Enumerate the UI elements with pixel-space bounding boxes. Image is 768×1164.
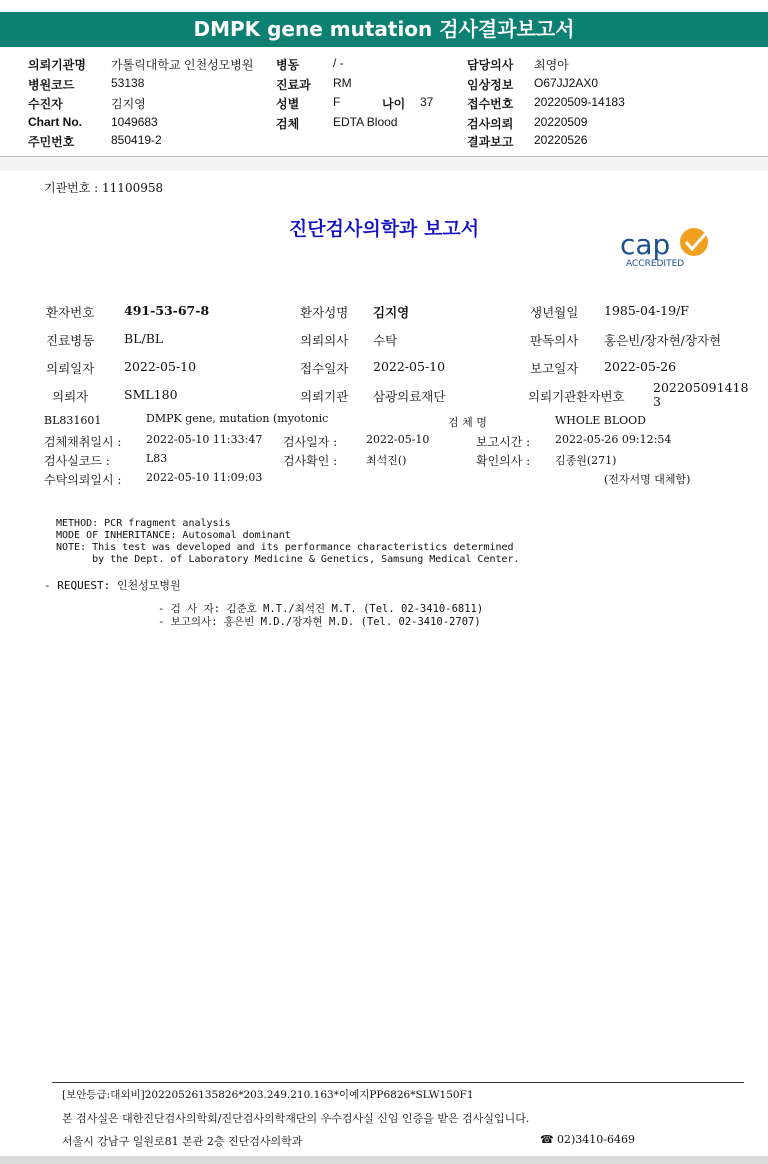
test-label: 검체채취일시 : [44, 435, 122, 449]
footer-divider [52, 1082, 744, 1083]
header-value: / - [333, 56, 344, 70]
header-label: 병원코드 [28, 78, 75, 92]
patient-label: 판독의사 [530, 333, 579, 348]
patient-number: 491-53-67-8 [124, 303, 210, 318]
specimen-value: WHOLE BLOOD [555, 414, 646, 427]
staff-line: - 보고의사: 홍은빈 M.D./장자현 M.D. (Tel. 02-3410-2707) [158, 616, 481, 628]
header-label: 진료과 [276, 78, 311, 92]
test-label: 보고시간 : [476, 435, 531, 449]
cap-logo-icon [616, 222, 726, 272]
patient-value: 수탁 [373, 333, 398, 348]
patient-label: 의뢰기관 [300, 389, 349, 404]
header-label: 의뢰기관명 [28, 58, 86, 72]
age-value: 37 [420, 95, 434, 109]
header-label: 검사의뢰 [467, 117, 514, 131]
test-name: DMPK gene, mutation (myotonic [146, 412, 329, 425]
request-line: - REQUEST: 인천성모병원 [44, 579, 181, 592]
patient-label: 의뢰의사 [300, 333, 349, 348]
specimen-label: 검 체 명 [448, 416, 487, 429]
test-value: 2022-05-26 09:12:54 [555, 433, 672, 446]
phone-icon: ☎ [540, 1133, 554, 1146]
patient-birth: 1985-04-19/F [604, 303, 689, 318]
note-line: MODE OF INHERITANCE: Autosomal dominant [56, 530, 291, 541]
header-label: 임상정보 [467, 78, 514, 92]
header-value: 최영아 [534, 58, 569, 72]
header-value: 20220509-14183 [534, 95, 625, 109]
patient-label: 의뢰자 [52, 389, 89, 404]
header-shade [0, 157, 768, 171]
header-label: Chart No. [28, 115, 82, 129]
patient-value: 2022-05-10 [373, 359, 446, 374]
security-line: [보안등급:대외비]20220526135826*203.249.210.163*이예지PP6826*SLW150F1 [62, 1089, 474, 1101]
test-label: 검사실코드 : [44, 454, 110, 468]
test-label: 검사일자 : [283, 435, 338, 449]
header-label: 병동 [276, 58, 300, 72]
header-label: 접수번호 [467, 97, 514, 111]
test-value: 최석진() [366, 454, 407, 467]
header-label: 주민번호 [28, 135, 75, 149]
test-value: L83 [146, 452, 168, 465]
patient-value: 삼광의료재단 [373, 389, 446, 404]
header-label: 담당의사 [467, 58, 514, 72]
cap-accredited-logo [616, 222, 726, 272]
address-line: 서울시 강남구 일원로81 본관 2층 진단검사의학과 [62, 1135, 303, 1148]
header-value: F [333, 95, 341, 109]
header-value: 김지영 [111, 97, 146, 111]
header-value: 가톨릭대학교 인천성모병원 [111, 58, 254, 72]
note-line: NOTE: This test was developed and its performance characteristics determined [56, 542, 514, 553]
header-value: 1049683 [111, 115, 158, 129]
header-value: 53138 [111, 76, 145, 90]
test-value: 2022-05-10 11:09:03 [146, 471, 263, 484]
header-value: 850419-2 [111, 133, 162, 147]
report-banner: DMPK gene mutation 검사결과보고서 [0, 12, 768, 47]
test-code: BL831601 [44, 414, 102, 427]
patient-value: 2022-05-26 [604, 359, 677, 374]
patient-value: 홍은빈/장자현/장자현 [604, 333, 722, 348]
header-value: 20220509 [534, 115, 588, 129]
patient-label: 보고일자 [530, 361, 579, 376]
certification-line: 본 검사실은 대한진단검사의학회/진단검사의학재단의 우수검사실 신임 인증을 받은 검사실입니다. [62, 1112, 530, 1125]
patient-value: SML180 [124, 387, 178, 402]
test-value: 2022-05-10 [366, 433, 430, 446]
note-line: by the Dept. of Laboratory Medicine & Genetics, Samsung Medical Center. [56, 554, 520, 565]
esign-note: (전자서명 대체함) [604, 473, 691, 486]
test-value: 2022-05-10 11:33:47 [146, 433, 263, 446]
patient-label: 접수일자 [300, 361, 349, 376]
institution-number: 기관번호 : 11100958 [44, 181, 164, 195]
patient-name: 김지영 [373, 305, 410, 320]
patient-label: 진료병동 [46, 333, 95, 348]
header-value: O67JJ2AX0 [534, 76, 599, 90]
header-label: 결과보고 [467, 135, 514, 149]
test-label: 수탁의뢰일시 : [44, 473, 122, 487]
note-line: METHOD: PCR fragment analysis [56, 518, 231, 529]
cap-logo-sub: ACCREDITED [626, 259, 685, 269]
header-value: EDTA Blood [333, 115, 398, 129]
patient-label: 의뢰기관환자번호 [528, 389, 625, 404]
bottom-bar [0, 1156, 768, 1164]
header-label: 성별 [276, 97, 300, 111]
test-label: 확인의사 : [476, 454, 531, 468]
patient-ref-number-tail: 3 [653, 394, 661, 409]
cap-logo-word: cap [620, 228, 671, 261]
patient-value: 2022-05-10 [124, 359, 197, 374]
test-value: 김종원(271) [555, 454, 617, 467]
header-value: RM [333, 76, 352, 90]
patient-label: 의뢰일자 [46, 361, 95, 376]
phone-number: 02)3410-6469 [557, 1133, 635, 1146]
header-label: 검체 [276, 117, 300, 131]
report-title: 진단검사의학과 보고서 [288, 218, 480, 240]
patient-ref-number: 202205091418 [653, 380, 749, 395]
test-label: 검사확인 : [283, 454, 338, 468]
patient-label: 환자번호 [46, 305, 95, 320]
age-label: 나이 [382, 97, 406, 111]
header-label: 수진자 [28, 97, 63, 111]
patient-value: BL/BL [124, 331, 164, 346]
patient-label: 환자성명 [300, 305, 349, 320]
patient-label: 생년월일 [530, 305, 579, 320]
staff-line: - 검 사 자: 김준호 M.T./최석진 M.T. (Tel. 02-3410-6811) [158, 603, 484, 615]
header-value: 20220526 [534, 133, 588, 147]
